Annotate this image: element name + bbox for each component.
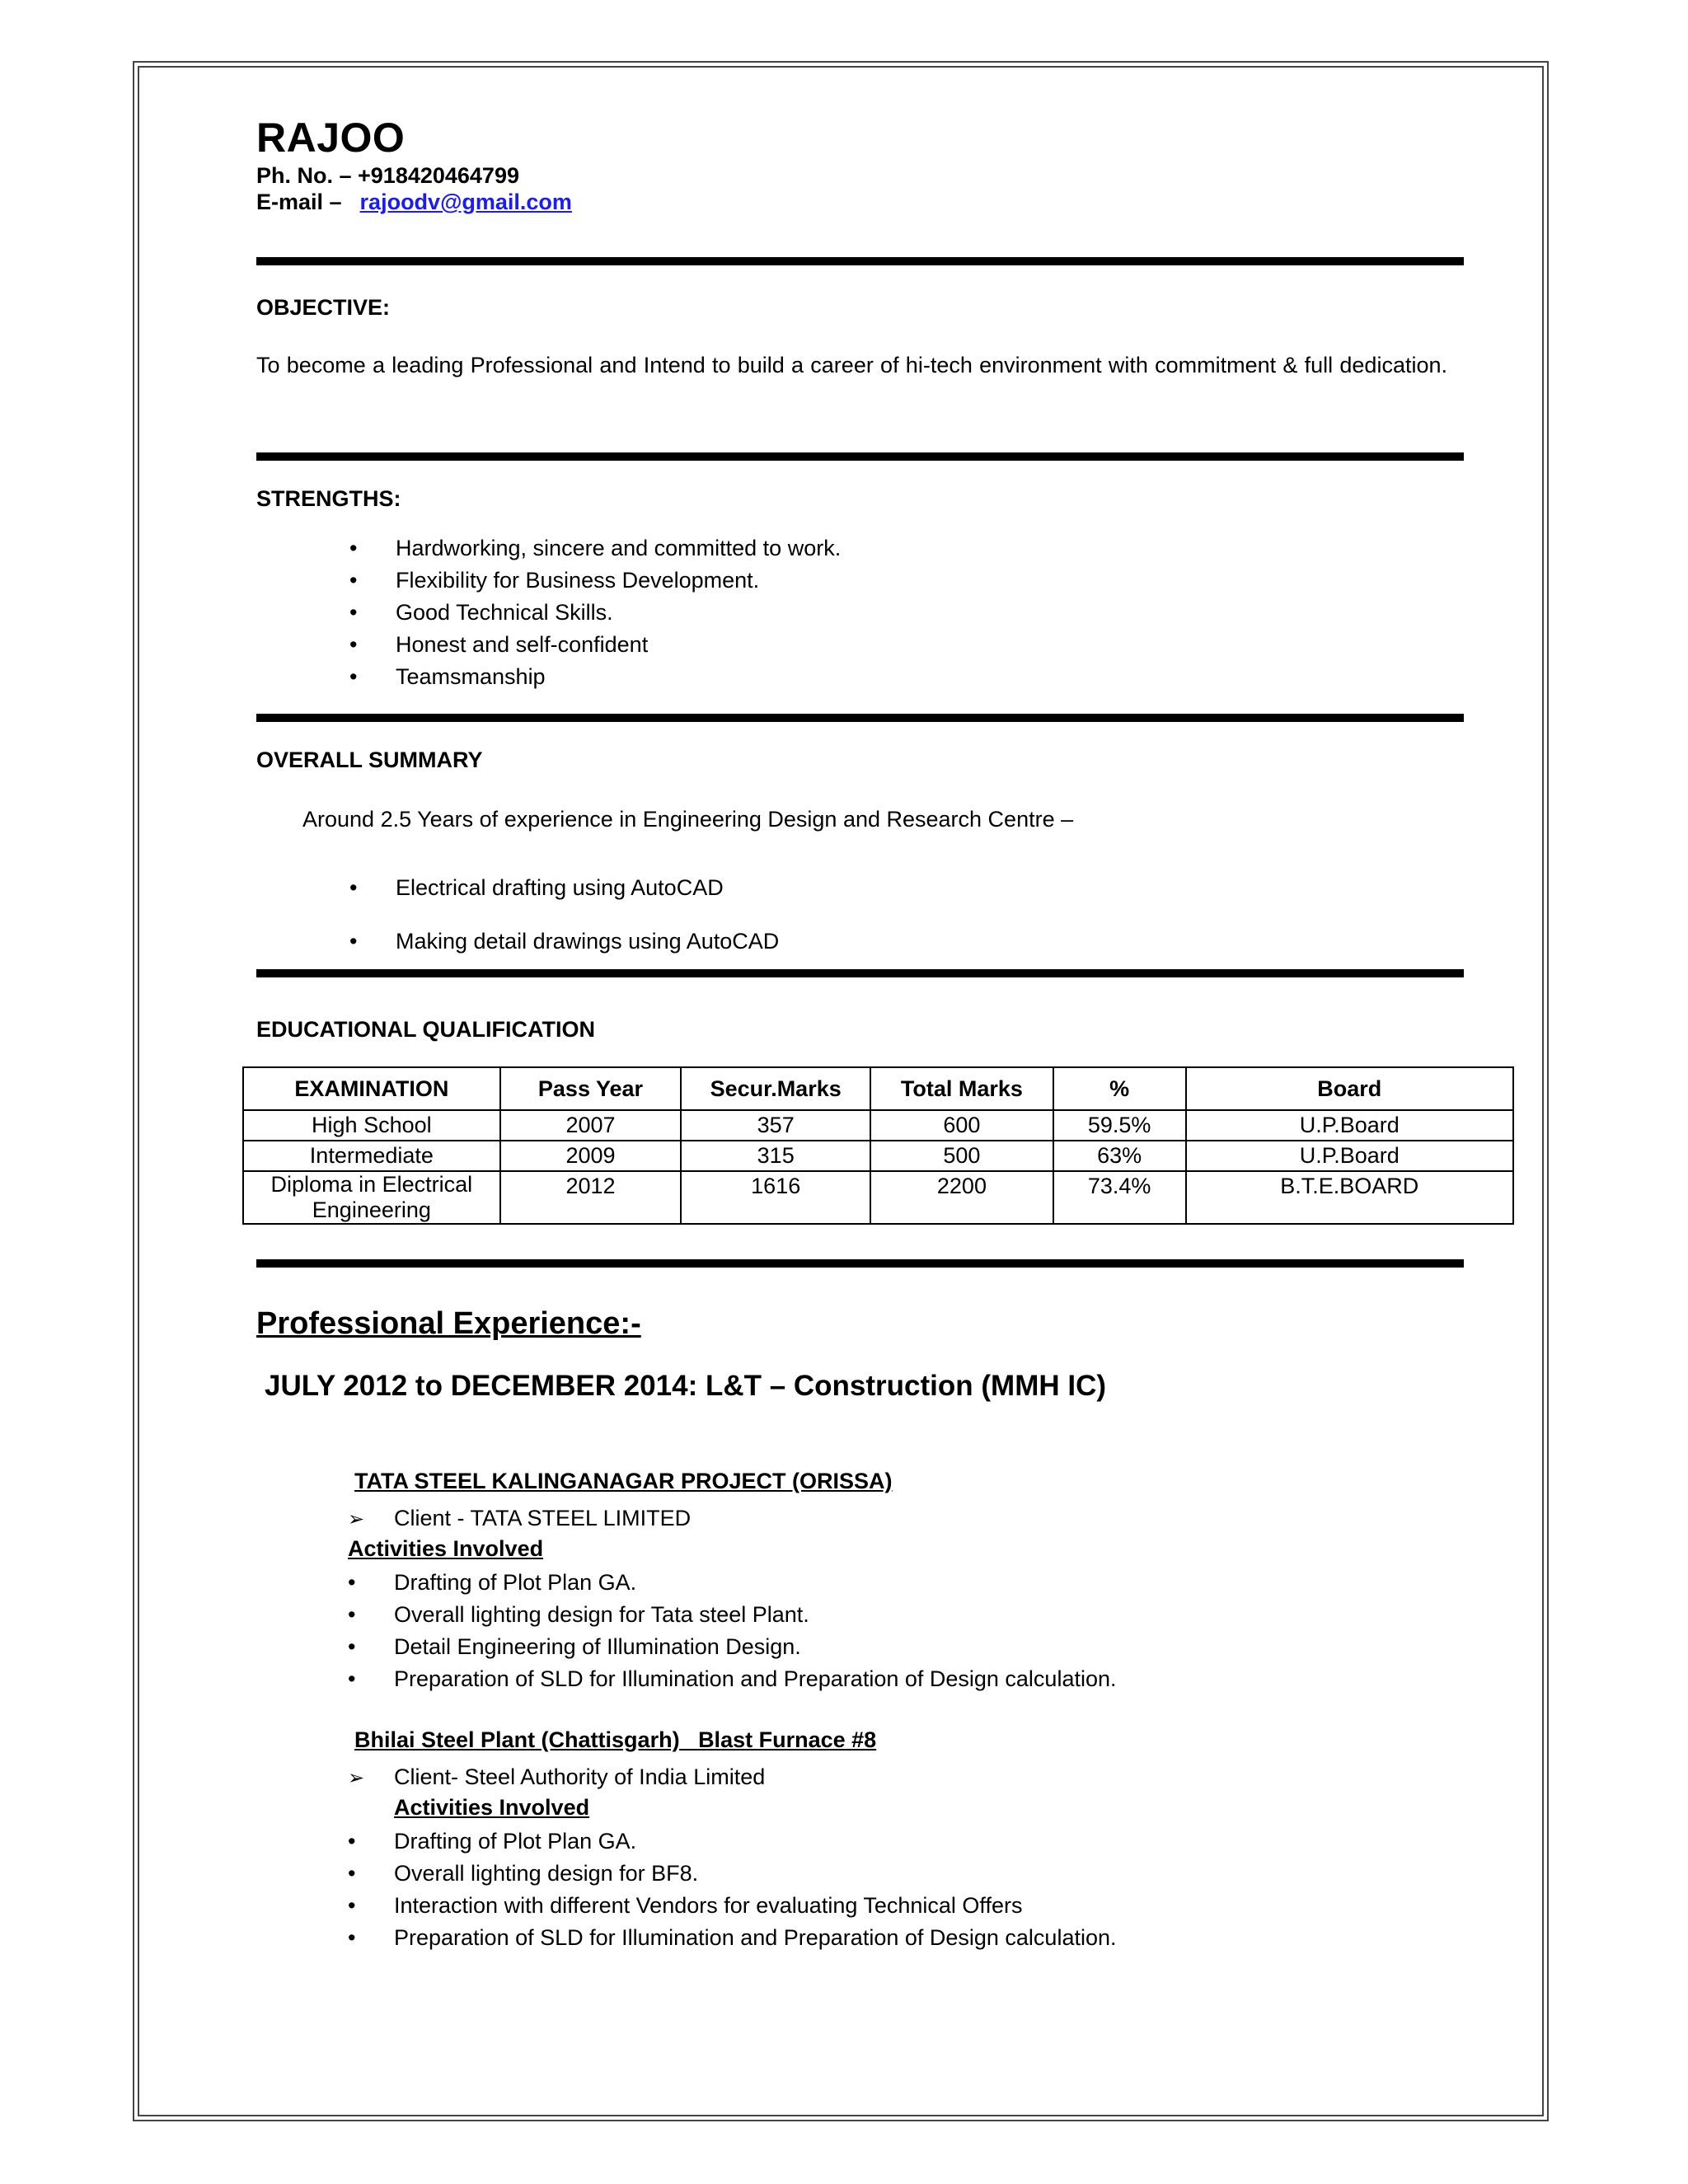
table-header: Pass Year xyxy=(500,1067,682,1110)
table-cell: 63% xyxy=(1053,1141,1186,1171)
table-cell: Diploma in Electrical Engineering xyxy=(243,1171,500,1224)
bullet-icon: • xyxy=(348,1829,356,1854)
list-item: • Drafting of Plot Plan GA. xyxy=(394,1825,1117,1858)
table-row xyxy=(243,1141,1513,1171)
list-item: • Preparation of SLD for Illumination and Preparation of Design calculation. xyxy=(394,1663,1117,1695)
list-item: • Preparation of SLD for Illumination and Preparation of Design calculation. xyxy=(394,1922,1117,1954)
strengths-title: STRENGTHS: xyxy=(256,486,401,511)
bullet-icon: • xyxy=(349,600,358,625)
list-item: • Hardworking, sincere and committed to work. xyxy=(396,532,841,565)
table-cell: U.P.Board xyxy=(1186,1141,1513,1171)
table-cell: 315 xyxy=(681,1141,870,1171)
bullet-icon: • xyxy=(348,1602,356,1627)
experience-period: JULY 2012 to DECEMBER 2014: L&T – Construction (MMH IC) xyxy=(265,1370,1106,1402)
list-item: • Making detail drawings using AutoCAD xyxy=(396,915,779,968)
bullet-icon: • xyxy=(348,1634,356,1659)
table-header: % xyxy=(1053,1067,1186,1110)
section-divider xyxy=(256,452,1464,461)
bullet-icon: • xyxy=(348,1570,356,1595)
arrow-bullet-icon: ➢ xyxy=(348,1508,365,1530)
activities-label: Activities Involved xyxy=(394,1795,590,1820)
table-cell: 600 xyxy=(870,1110,1053,1141)
email-label: E-mail – xyxy=(256,190,342,214)
table-cell: 357 xyxy=(681,1110,870,1141)
experience-title: Professional Experience:- xyxy=(256,1306,641,1341)
education-table xyxy=(242,1066,1514,1225)
bullet-icon: • xyxy=(349,568,358,593)
activities-list xyxy=(348,1567,1117,1695)
bullet-icon: • xyxy=(349,875,358,900)
table-cell: 2012 xyxy=(500,1171,682,1224)
table-cell: 2009 xyxy=(500,1141,682,1171)
bullet-icon: • xyxy=(348,1861,356,1886)
table-cell: 1616 xyxy=(681,1171,870,1224)
table-cell: 73.4% xyxy=(1053,1171,1186,1224)
list-item: • Electrical drafting using AutoCAD xyxy=(396,861,779,915)
section-divider xyxy=(256,714,1464,722)
list-item: • Good Technical Skills. xyxy=(396,597,841,629)
table-row xyxy=(243,1171,1513,1224)
bullet-icon: • xyxy=(349,632,358,657)
section-divider xyxy=(256,257,1464,265)
arrow-bullet-icon: ➢ xyxy=(348,1767,365,1789)
objective-title: OBJECTIVE: xyxy=(256,295,391,320)
bullet-icon: • xyxy=(349,929,358,954)
section-divider xyxy=(256,1259,1464,1268)
project-client: ➢ Client- Steel Authority of India Limited xyxy=(348,1765,766,1789)
table-cell: 500 xyxy=(870,1141,1053,1171)
bullet-icon: • xyxy=(348,1893,356,1918)
project-title: TATA STEEL KALINGANAGAR PROJECT (ORISSA) xyxy=(354,1469,893,1493)
list-item: • Honest and self-confident xyxy=(396,629,841,661)
bullet-icon: • xyxy=(348,1666,356,1691)
email-line xyxy=(256,190,572,215)
list-item: • Teamsmanship xyxy=(396,661,841,693)
objective-text: To become a leading Professional and Intend to build a career of hi-tech environment with commitment & full dedication. xyxy=(256,353,1447,377)
list-item: • Flexibility for Business Development. xyxy=(396,565,841,597)
table-row xyxy=(243,1110,1513,1141)
education-title: EDUCATIONAL QUALIFICATION xyxy=(256,1017,595,1042)
summary-intro: Around 2.5 Years of experience in Engineering Design and Research Centre – xyxy=(302,807,1074,832)
table-cell: 2007 xyxy=(500,1110,682,1141)
table-header: EXAMINATION xyxy=(243,1067,500,1110)
table-header-row xyxy=(243,1067,1513,1110)
summary-title: OVERALL SUMMARY xyxy=(256,748,483,772)
section-divider xyxy=(256,969,1464,977)
strengths-list xyxy=(349,532,842,693)
bullet-icon: • xyxy=(348,1925,356,1950)
table-cell: 2200 xyxy=(870,1171,1053,1224)
table-cell: B.T.E.BOARD xyxy=(1186,1171,1513,1224)
list-item: • Interaction with different Vendors for evaluating Technical Offers xyxy=(394,1890,1117,1922)
table-header: Secur.Marks xyxy=(681,1067,870,1110)
table-cell: U.P.Board xyxy=(1186,1110,1513,1141)
summary-list xyxy=(349,861,780,968)
project-title: Bhilai Steel Plant (Chattisgarh) Blast Furnace #8 xyxy=(354,1727,877,1752)
bullet-icon: • xyxy=(349,536,358,560)
activities-label: Activities Involved xyxy=(348,1536,544,1561)
table-cell: 59.5% xyxy=(1053,1110,1186,1141)
activities-list xyxy=(348,1825,1117,1954)
candidate-name: RAJOO xyxy=(256,115,406,161)
list-item: • Overall lighting design for Tata steel Plant. xyxy=(394,1599,1117,1631)
email-link[interactable]: rajoodv@gmail.com xyxy=(359,190,572,214)
project-client: ➢ Client - TATA STEEL LIMITED xyxy=(348,1506,692,1530)
bullet-icon: • xyxy=(349,664,358,689)
phone-number: Ph. No. – +918420464799 xyxy=(256,163,519,188)
table-header: Board xyxy=(1186,1067,1513,1110)
table-header: Total Marks xyxy=(870,1067,1053,1110)
table-cell: Intermediate xyxy=(243,1141,500,1171)
list-item: • Drafting of Plot Plan GA. xyxy=(394,1567,1117,1599)
list-item: • Detail Engineering of Illumination Design. xyxy=(394,1631,1117,1663)
table-cell: High School xyxy=(243,1110,500,1141)
list-item: • Overall lighting design for BF8. xyxy=(394,1858,1117,1890)
